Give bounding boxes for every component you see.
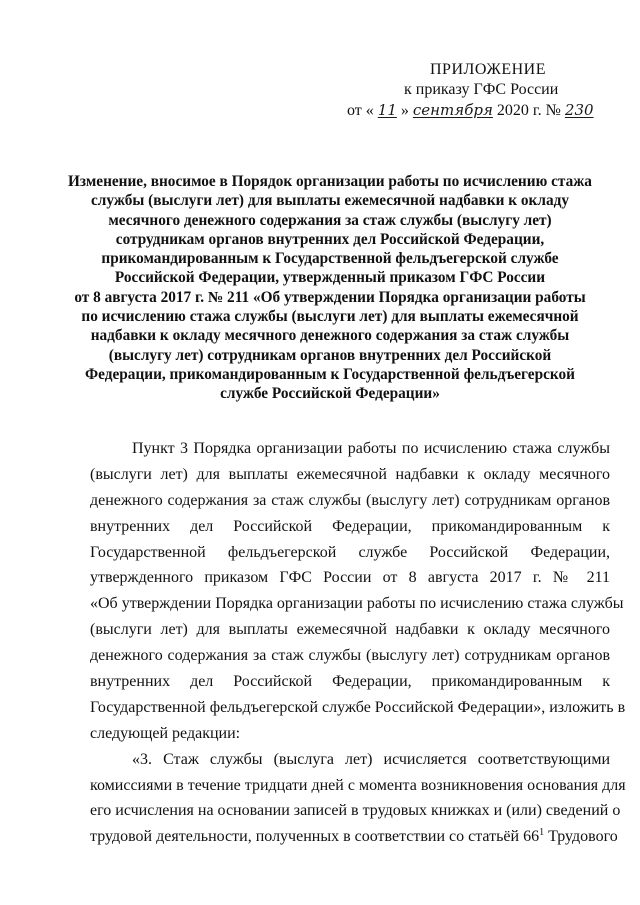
title-line: прикомандированным к Государственной фельдъегерской службе <box>101 250 559 268</box>
body-line: денежного содержания за стаж службы (выслугу лет) сотрудникам органов <box>90 491 610 509</box>
body-line-text: трудовой деятельности, полученных в соответствии со статьёй 66 <box>90 828 540 846</box>
body-line: (выслуги лет) для выплаты ежемесячной надбавки к окладу месячного <box>90 621 610 639</box>
appendix-header <box>300 60 600 121</box>
title-line: месячного денежного содержания за стаж службы (выслугу лет) <box>108 211 552 229</box>
appendix-title: ПРИЛОЖЕНИЕ <box>430 61 547 78</box>
date-mid: » <box>400 102 409 119</box>
title-line: службы (выслуги лет) для выплаты ежемесячной надбавки к окладу <box>91 192 569 210</box>
body-line: Пункт 3 Порядка организации работы по исчислению стажа службы <box>132 440 610 457</box>
body-line: (выслуги лет) для выплаты ежемесячной надбавки к окладу месячного <box>90 465 610 483</box>
document-title <box>60 172 600 404</box>
title-line: сотрудникам органов внутренних дел Российской Федерации, <box>115 230 545 248</box>
body-line-tail: Трудового <box>548 828 618 846</box>
title-line: Изменение, вносимое в Порядок организации работы по исчислению стажа <box>68 173 592 190</box>
title-line: Российской Федерации, утвержденный приказом ГФС России <box>114 269 546 287</box>
body-line: «3. Стаж службы (выслуга лет) исчисляется соответствующими <box>132 750 610 768</box>
body-line-with-footnote <box>90 824 618 850</box>
appendix-date-line <box>300 100 600 121</box>
title-line: надбавки к окладу месячного денежного содержания за стаж службы <box>90 327 570 345</box>
title-line: по исчислению стажа службы (выслуги лет) для выплаты ежемесячной <box>81 308 579 326</box>
body-line: внутренних дел Российской Федерации, прикомандированным к <box>90 673 610 691</box>
document-body <box>90 436 626 850</box>
body-line: Государственной фельдъегерской службе Российской Федерации, <box>90 543 610 561</box>
date-prefix: от « <box>347 102 374 119</box>
date-year: 2020 г. № <box>496 102 561 119</box>
title-line: Федерации, прикомандированным к Государственной фельдъегерской <box>85 365 575 383</box>
body-line: денежного содержания за стаж службы (выслугу лет) сотрудникам органов <box>90 647 610 665</box>
body-line: утвержденного приказом ГФС России от 8 августа 2017 г. № 211 <box>90 569 610 587</box>
title-line: от 8 августа 2017 г. № 211 «Об утверждении Порядка организации работы <box>74 288 586 306</box>
body-line: комиссиями в течение тридцати дней с момента возникновения основания для <box>90 776 626 794</box>
appendix-order-ref: к приказу ГФС России <box>404 81 559 98</box>
body-line: Государственной фельдъегерской службе Российской Федерации», изложить в <box>90 698 626 716</box>
title-line: (выслугу лет) сотрудникам органов внутренних дел Российской <box>108 346 552 364</box>
body-line: его исчисления на основании записей в трудовых книжках и (или) сведений о <box>90 802 621 820</box>
footnote-marker: 1 <box>539 827 545 839</box>
body-line: внутренних дел Российской Федерации, прикомандированным к <box>90 517 610 535</box>
order-number-handwritten: 230 <box>564 101 594 119</box>
date-month-handwritten: сентября <box>412 101 493 119</box>
date-day-handwritten: 11 <box>377 101 397 119</box>
body-line: следующей редакции: <box>90 724 241 742</box>
title-line: службе Российской Федерации» <box>220 385 440 403</box>
body-line: «Об утверждении Порядка организации работы по исчислению стажа службы <box>90 595 624 613</box>
